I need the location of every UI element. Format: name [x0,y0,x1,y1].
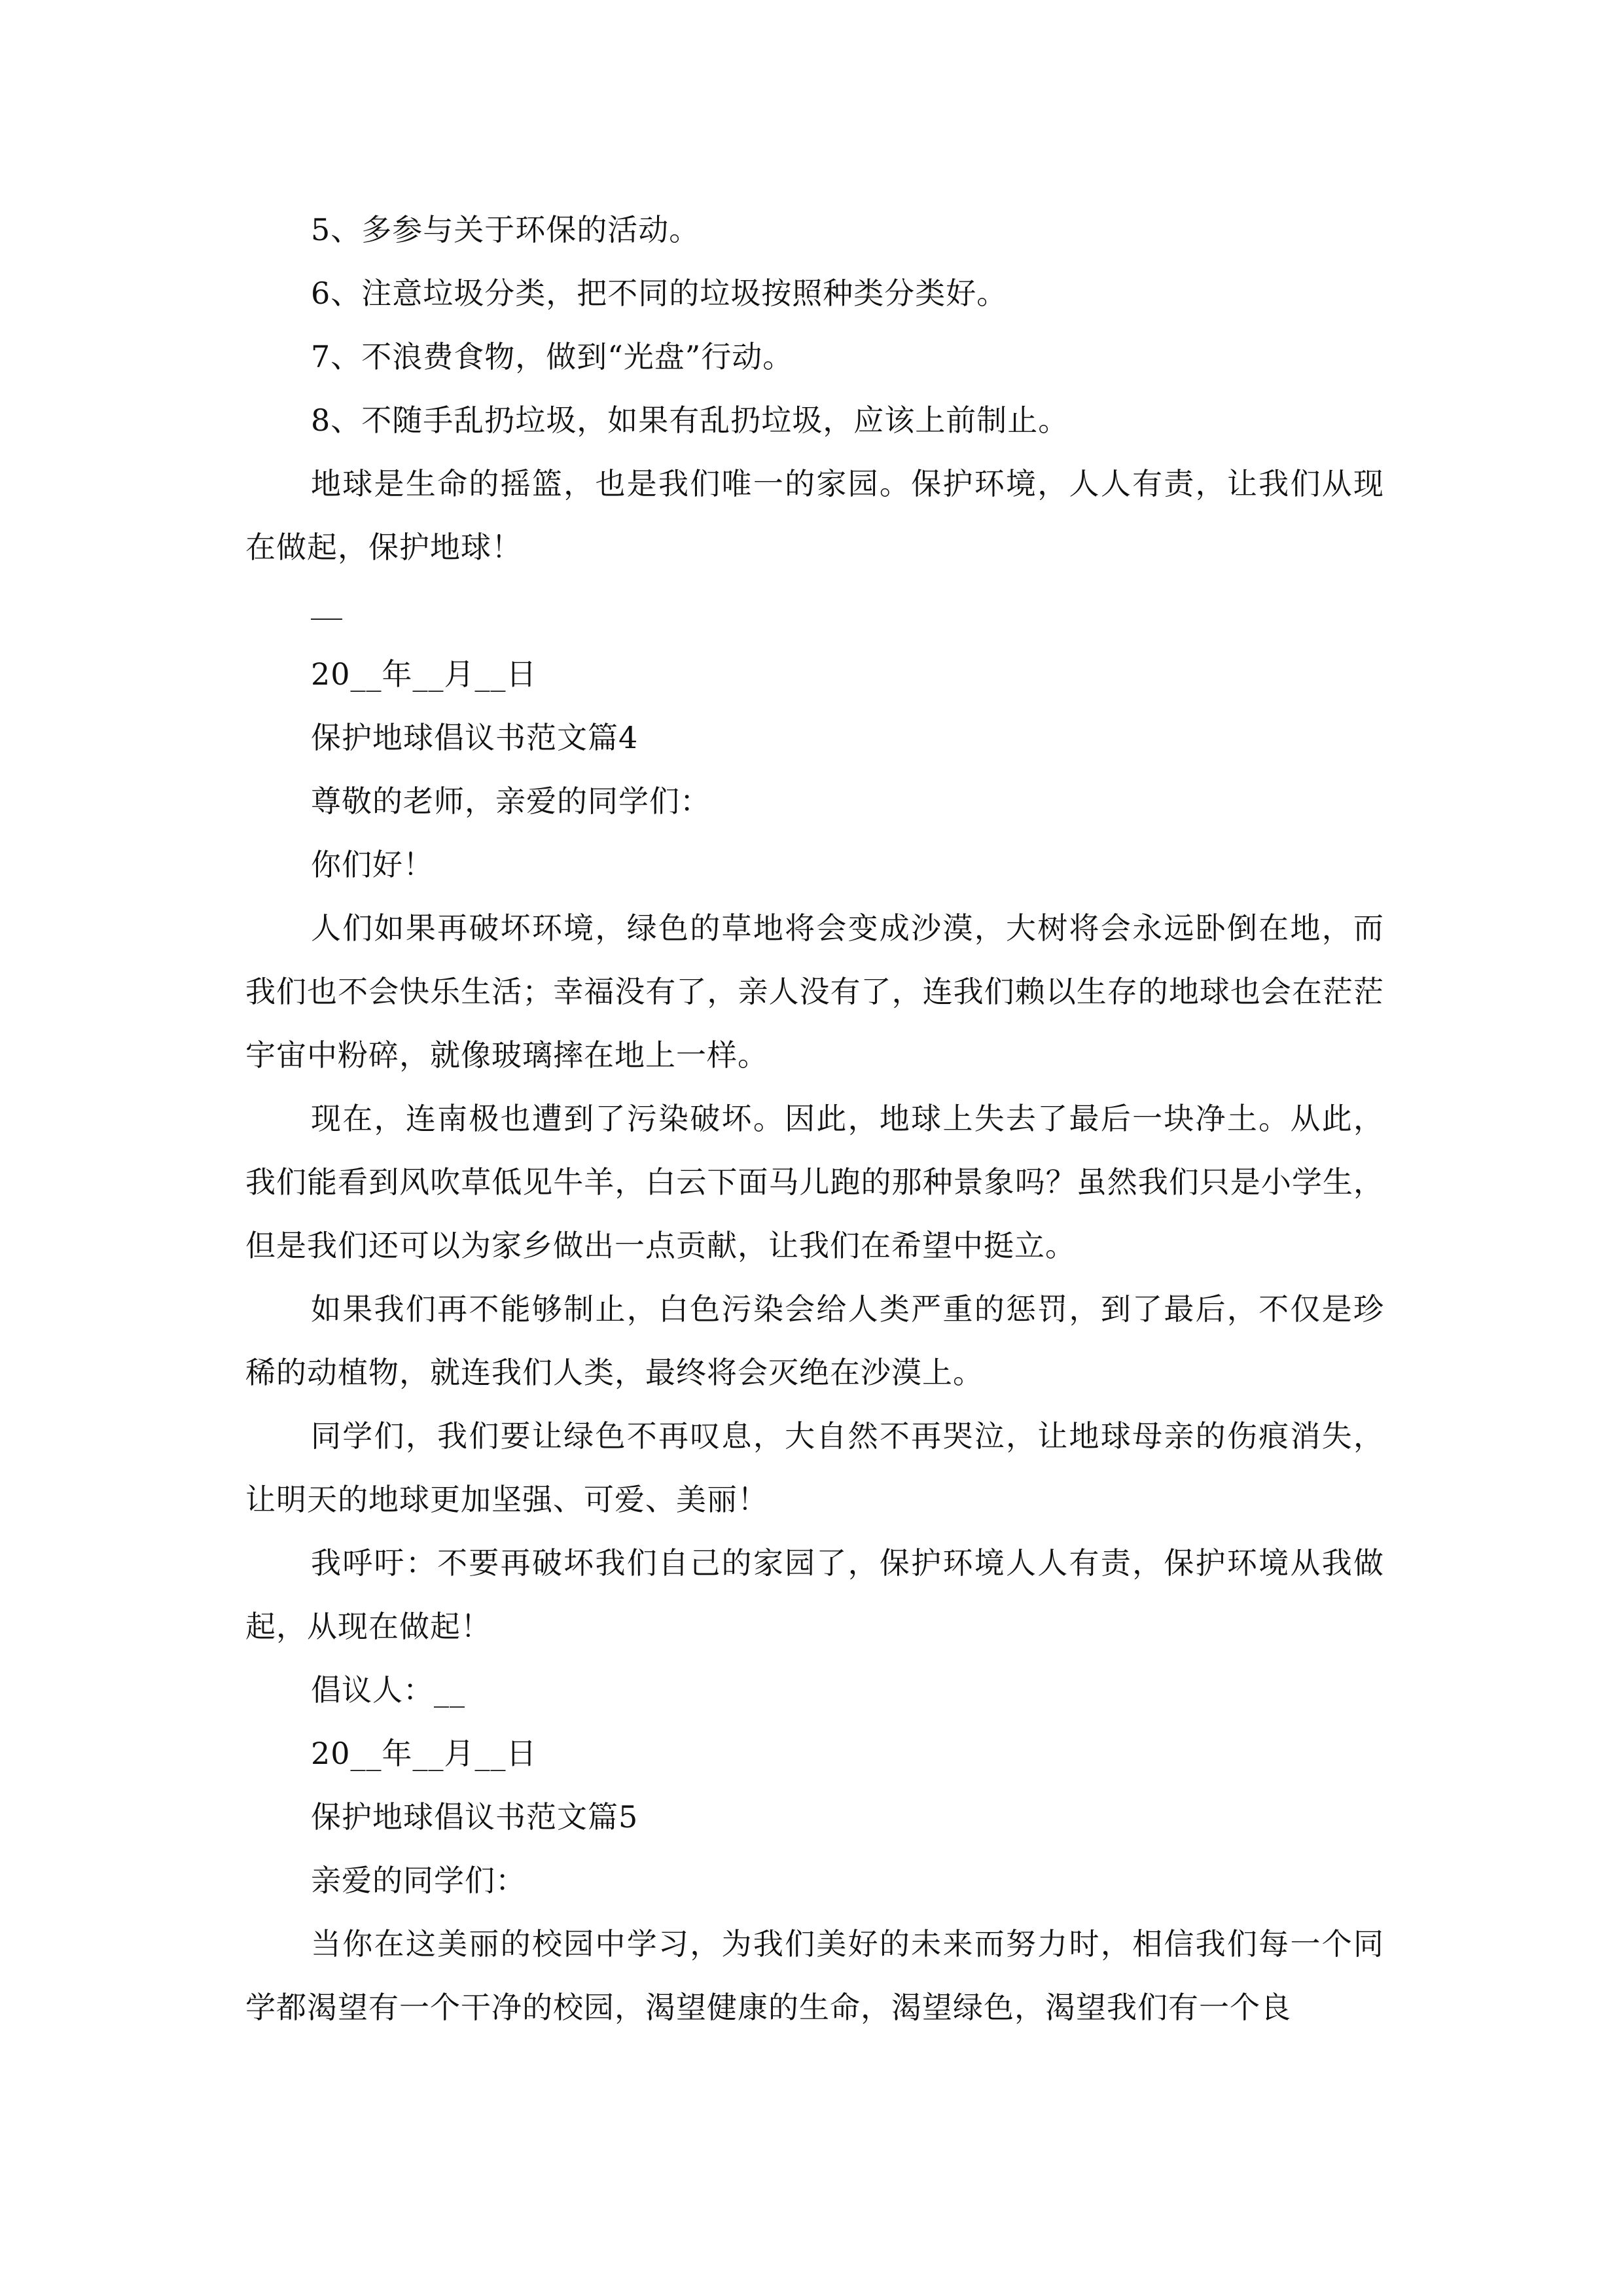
closing-paragraph: 地球是生命的摇篮，也是我们唯一的家园。保护环境，人人有责，让我们从现在做起，保护地球！ [245,466,1384,565]
salutation: 亲爱的同学们： [311,1863,526,1898]
body-paragraph: 如果我们再不能够制止，白色污染会给人类严重的惩罚，到了最后，不仅是珍稀的动植物，就连我们人类，最终将会灭绝在沙漠上。 [245,1291,1384,1390]
greeting: 你们好！ [311,847,434,882]
list-item: 6、注意垃圾分类，把不同的垃圾按照种类分类好。 [311,276,1008,311]
salutation: 尊敬的老师，亲爱的同学们： [311,783,711,819]
section-title: 保护地球倡议书范文篇4 [311,720,639,755]
date-line: 20__年__月__日 [311,1736,537,1771]
section-title: 保护地球倡议书范文篇5 [311,1799,639,1835]
signer-line: 倡议人：__ [311,1672,465,1708]
body-paragraph: 现在，连南极也遭到了污染破坏。因此，地球上失去了最后一块净土。从此，我们能看到风吹草低见牛羊，白云下面马儿跑的那种景象吗？虽然我们只是小学生，但是我们还可以为家乡做出一点贡献，让我们在希望中挺立。 [245,1101,1384,1263]
list-item: 8、不随手乱扔垃圾，如果有乱扔垃圾，应该上前制止。 [311,403,1069,438]
document-content [245,198,1384,2039]
body-paragraph: 当你在这美丽的校园中学习，为我们美好的未来而努力时，相信我们每一个同学都渴望有一个干净的校园，渴望健康的生命，渴望绿色，渴望我们有一个良 [245,1926,1384,2025]
list-item: 5、多参与关于环保的活动。 [311,212,700,247]
body-paragraph: 同学们，我们要让绿色不再叹息，大自然不再哭泣，让地球母亲的伤痕消失，让明天的地球更加坚强、可爱、美丽！ [245,1418,1384,1517]
body-paragraph: 人们如果再破坏环境，绿色的草地将会变成沙漠，大树将会永远卧倒在地，而我们也不会快乐生活；幸福没有了，亲人没有了，连我们赖以生存的地球也会在茫茫宇宙中粉碎，就像玻璃摔在地上一样。 [245,910,1384,1073]
date-line: 20__年__月__日 [311,656,537,692]
signature-blank-line [245,579,1384,643]
list-item: 7、不浪费食物，做到“光盘”行动。 [311,339,794,374]
body-paragraph: 我呼吁：不要再破坏我们自己的家园了，保护环境人人有责，保护环境从我做起，从现在做起！ [245,1545,1384,1644]
